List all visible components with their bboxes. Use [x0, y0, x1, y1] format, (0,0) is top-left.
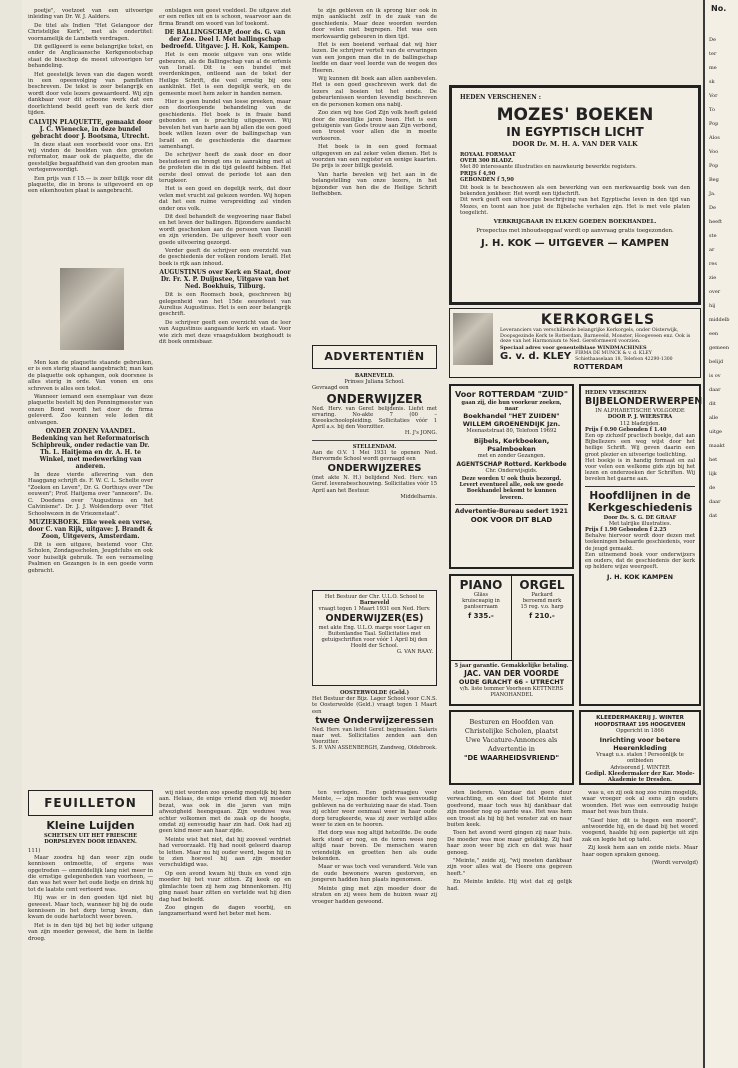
ad-line4: Gedipl. Kleedermaker der Kar. Mode-Akademie te Dresden.	[585, 770, 695, 784]
paragraph: Het is een goed en degelijk werk, dat door velen met vrucht zal gelezen worden. Wij hopen dat het een ruime verspreiding zal vinden onder ons volk.	[159, 186, 291, 212]
ad-piano-orgel	[449, 574, 574, 706]
piano-line1: Gläss	[473, 592, 489, 598]
ad-pages: 112 bladzijden.	[619, 420, 661, 427]
ad-lead: gaan zij, die hun voorkeur zoeken, naar	[461, 400, 562, 413]
ad-title: KERKORGELS	[540, 312, 656, 328]
ad-prospect: Prospectus met inhoudsopgaaf wordt op aanvraag gratis toegezonden.	[476, 228, 674, 235]
ad-rotterdam-zuid	[449, 384, 574, 569]
ad-place: OOSTERWOLDE (Geld.)	[339, 690, 410, 696]
orgel-line2: beroemd merk	[522, 598, 562, 605]
augustinus-heading: AUGUSTINUS over Kerk en Staat, door Dr. Fr. X. P. Duijnstee, Uitgave van het Ned. Boekhuis, Tilburg.	[159, 269, 291, 291]
paragraph: Hij was er in den goeden tijd niet bij geweest. Maar toch, wanneer hij bij de oude kennissen in het dorp terug kwam, dan kwam de oude hartstocht weer boven.	[28, 895, 153, 921]
paragraph: Een prijs van f 15.— is zeer billijk voor dit plaquette, die in brons is uitgevoerd en op een eikenhouten plaat is aangebracht.	[28, 175, 153, 195]
ad-title: MOZES' BOEKEN	[496, 105, 654, 125]
ad-stellendam	[312, 444, 437, 500]
ad-kleedermakerij	[579, 710, 701, 785]
feuilleton-col3	[312, 790, 437, 907]
ad-line: Inrichting voor betere Heerenkleding	[599, 736, 681, 753]
paragraph: Zoo gingen de dagen voorbij, en langzamerhand werd het beter met hem.	[159, 904, 291, 918]
paragraph: De titel als Indien "Het Gelangoor der Christelijke Kerk", met als ondertitel: voornamelijk de Lambeth verdragen.	[28, 22, 153, 42]
orgel-line3: 15 reg. v.o. harp	[520, 604, 564, 611]
ad-pages: OVER 300 BLADZ.	[460, 158, 514, 165]
paragraph: De schrijver geeft een overzicht van de leer van Augustinus aangaande kerk en staat. Voor wie zich met deze vraagstukken bezighoudt is dit boek onmisbaar.	[159, 319, 291, 346]
paragraph: Dit geïllgeerd is eene belangrijke tekst, en onder de Anglicaansche Kerkgenootschap staat de bisschop de meest uitvoerigen ter behandeling.	[28, 44, 153, 70]
paragraph: sten liederen. Vandaar dat geen duur verwachting, en een doel tot Meinte niet goedvond, maar toch was hij dankbaar dat zijn moeder nog op aarde was. Het was hem een troost als hij bij het venster zat en naar buiten keek.	[447, 790, 572, 829]
right-page-line: ter	[709, 51, 717, 57]
feuilleton-header	[28, 790, 153, 816]
ad-description2: Behalve hiervoor wordt door dezen met teekeningen bebaarde geschiedenis, voor de jeugd gemaakt.	[585, 533, 695, 552]
ad-shop: Boekhandel "HET ZUIDEN"	[463, 412, 560, 421]
ad-content	[316, 594, 433, 656]
ad-special: Speciaal adres voor geneutelblase WINDMACHINES	[500, 344, 647, 351]
ad-date: vraagt tegen 1 Maart 1931 een Ned. Herv.	[318, 606, 431, 613]
piano-price: f 335.-	[468, 611, 494, 620]
paragraph: Men kan de plaquette staande gebruiken, er is een sterig staand aangebracht; man kan de plaquette ook ophangen, ook doorsnee is alles sterig in orde. Van vonen en ons schreven is alles een tekst.	[28, 360, 153, 392]
newspaper-page-right	[703, 0, 738, 1068]
ad-body: Ned. Herv. van liefst Geref. beginselen. Salaris naar wet. Sollicitaties zenden aan den Voorzitter.	[312, 726, 437, 746]
right-page-line: To	[709, 107, 715, 113]
paragraph: Op een avond kwam hij thuis en vond zijn moeder bij het vuur zitten. Zij keek op en glimlachte toen zij hem zag binnenkomen. Hij ging naast haar zitten en vertelde wat hij dien dag had beleefd.	[159, 870, 291, 903]
ad-price2: Prijs f 1.90 Gebonden f 2.25	[585, 527, 667, 534]
ad-title: ONDERWIJZERES	[327, 463, 422, 475]
ad-lead: HEDEN VERSCHENEN :	[460, 94, 542, 101]
ad-address: Schiethaaselaan 18, Telefoon 42290-1300	[575, 356, 673, 362]
ad-place: STELLENDAM.	[352, 443, 397, 450]
right-page-line: alle	[709, 415, 719, 421]
paragraph: Toen het avond werd gingen zij naar huis. De moeder was moe maar gelukkig. Zij had haar zoon weer bij zich en dat was haar genoeg.	[447, 830, 572, 856]
right-page-line: Beg	[709, 177, 719, 183]
ad-line2: Vraagt u.s. stalen ! Persoonlijk te ontbieden	[596, 752, 684, 765]
ad-title2: Hoofdlijnen in de Kerkgeschiedenis	[587, 489, 693, 515]
ad-sign: Middelharnis.	[400, 493, 437, 500]
ad-firm: G. v. d. KLEY	[500, 350, 572, 362]
paragraph: De schrijver heeft de zaak door en door bestudeerd en brengt ons in aanraking met al de profeten die in die tijd geleefd hebben. Het eerste deel omvat de periode tot aan den terugkeer.	[159, 152, 291, 184]
ad-barneveld	[312, 373, 437, 437]
right-page-line: De	[709, 37, 716, 43]
ad-line3: Advisorend J. WINTER	[610, 764, 670, 771]
piano-line2: kruisснарig in	[462, 598, 500, 605]
right-page-header: No.	[711, 4, 727, 13]
paragraph: Het is een mooie uitgave van ons wilde gebeuren, als de Ballingschap van al de erfenis van Israël. Dit is een bundel met overdenkingen, ontleend aan de tekst der Heilige Schrift, die veel ernstig bij ons aanklinkt. Het is een degelijk werk, en de gemeente moet hem zeker in handen nemen.	[159, 52, 291, 97]
ad-lead: Gevraagd een	[312, 385, 349, 392]
paragraph: ten verlopen. Een geldvraagjeu voor Meinte, — zijn moeder toch was eenvoudig gebleven na de verhuizing naar de stad. Toen zij echter weer eenmaal weer in haar oude dorp terugkeerde, was zij zeer verblijd alles weer te zien en te hooren.	[312, 790, 437, 829]
paragraph: Zoo zien wij hoe God Zijn volk heeft geleid door de moeilijke jaren heen. Het is een getuigenis van Gods trouw aan Zijn verbond, een troost voor allen die in moeite verkeeren.	[312, 110, 437, 142]
ad-footer2: OOK VOOR DIT BLAD	[470, 515, 553, 524]
paragraph: Dit deel behandelt de wegvoering naar Babel en het leven der ballingen. Bijzondere aandacht wordt geschonken aan de persoon van Daniël en zijn vrienden. De uitgever heeft voor een goede uitvoering gezorgd.	[159, 213, 291, 246]
ad-place: BARNEVELD.	[354, 373, 395, 379]
right-page-line: me	[709, 65, 717, 71]
right-page-line: lijk	[709, 471, 717, 477]
right-page-line: dat	[709, 513, 718, 519]
ad-description-extra: Dit werk geeft een uitvoerige beschrijving van het Egyptische leven in den tijd van Mozes, en toont aan hoe juist de Bijbelsche verhalen zijn. Het is met vele platen toegelicht.	[460, 197, 690, 216]
ad-school: Prinses Juliana School.	[344, 379, 405, 386]
ad-title: KLEEDERMAKERIJ J. WINTER	[596, 715, 684, 721]
paragraph: Het is een boeiend verhaal dat wij hier lezen. De schrijver vertelt van de ervaringen van een jongen man die in de ballingschap leefde en daar veel leerde van de wegen des Heeren.	[312, 42, 437, 74]
ad-order: VERKRIJGBAAR IN ELKEN GOEDEN BOEKHANDEL.	[493, 219, 657, 226]
ad-lead: Het Bestuur der Chr. U.L.O. School te	[324, 594, 425, 600]
ad-agency: AGENTSCHAP Rotterd. Kerkbode	[456, 460, 567, 468]
right-page-line: heeft	[709, 219, 722, 225]
ad-title: twee Onderwijzeressen	[315, 715, 434, 726]
ad-paper-name: "DE WAARHEIDSVRIEND"	[463, 754, 560, 762]
paragraph: "Meinte," zeide zij, "wij moeten dankbaar zijn voor alles wat de Heere ons gegeven heeft."	[447, 858, 572, 877]
paragraph: Meinte ging met zijn moeder door de straten en zij wees hem de huizen waar zij vroeger hadden gewoond.	[312, 885, 437, 905]
orgel-price: f 210.-	[529, 611, 555, 620]
ad-description-extra: Het boekje is in handig formaat en zal voor velen een welkome gids zijn bij het lezen en onderzoeken der Schriften. Wij bevelen het gaarne aan.	[585, 457, 695, 483]
ad-items: Bijbels, Kerkboeken, Psalmboeken	[473, 436, 550, 453]
ad-body: (met akte N. H.) belijdend Ned. Herv. van Geref. levensbeschouwing. Sollicitaties vóór 15 April aan het Bestuur.	[312, 475, 437, 494]
right-page-line: ar	[709, 247, 715, 253]
ad-title: Voor ROTTERDAM "ZUID"	[455, 390, 568, 399]
feuilleton-section	[28, 790, 153, 944]
ballingschap-heading: DE BALLINGSCHAP, door ds. G. van der Zee. Deel I. Met ballingschap bedroefd. Uitgave: J. H. Kok, Kampen.	[161, 29, 289, 51]
right-page-line: zie	[709, 275, 717, 281]
right-page-line: maakt	[709, 443, 725, 449]
right-page-line: middelb	[709, 317, 730, 323]
ad-mozes-boeken	[449, 85, 701, 305]
right-page-line: daar	[709, 499, 721, 505]
ad-warranty: 5 jaar garantie. Gemakkelijke betaling.	[454, 663, 569, 669]
ad-author2: Door Ds. S. G. DE GRAAF	[603, 514, 677, 521]
ad-body: Leveranciers van verschillende belangrijke Kerkorgels, onder Oisterwijk, Doopsgezinde Kerk te Rotterdam, Barneveld, Monster, Hoogeveen enz. Ook is deze van het Harmonium te Ned. Gereformeerd voorzien.	[500, 328, 691, 345]
right-page-line: Vor	[709, 93, 718, 99]
feuilleton-col2	[159, 790, 291, 920]
ad-body: Ned. Herv. van Geref. belijdenis. Liefst met ervaring. No-akte 7 (00 – Kweekschoolopleiding. Sollicitaties vóór 1 April a.s. bij den Voorzitter.	[312, 405, 437, 431]
muziek-heading: MUZIEKBOEK. Elke week een verse, door C. van Rijk, uitgave: J. Brandt & Zoon, Uitgevers, Amsterdam.	[28, 518, 153, 540]
paragraph: Het is in den tijd bij het bij ieder uitgang van zijn moeder geweest, die hem in liefde droeg.	[28, 922, 153, 942]
ad-author: DOOR P. J. WIERSTRA	[607, 414, 673, 421]
ad-sign: G. VAN RAAY.	[396, 649, 433, 656]
ad-address: Meenaststraat 80, Telefoon 19692	[466, 428, 557, 435]
ad-illustrations: Met 80 interessante illustraties en nauwkeurig bewerkte registers.	[460, 164, 637, 171]
ad-place: Barneveld	[359, 600, 390, 607]
paragraph: Van harte bevelen wij het aan in de belangstelling van onze lezers, in het bijzonder van hen die de Heilige Schrift liefhebben.	[312, 171, 437, 197]
calvijn-heading: CALVIJN PLAQUETTE, gemaakt door J. C. Wienecke, in deze bundel gebracht door J. Bootsma, Utrecht.	[28, 118, 153, 140]
right-page-line: dit	[709, 401, 716, 407]
paragraph: Wanneer iemand een exemplaar van deze plaquette bestelt bij den Penningmeester van onzen Bond wordt het door de firma geleverd. Zoo kunnen vele leden dit ontvangen.	[28, 394, 153, 426]
ad-owner: WILLEM GROENENDIJK Jzn.	[462, 420, 561, 429]
ad-price: Prijs f 0.90 Gebonden f 1.40	[585, 426, 667, 433]
orgel-panel	[512, 576, 572, 660]
paragraph: Hier is geen bundel van losse preeken, maar een doorloopende behandeling van de geschiedenis. Het boek is in fraaie band gebonden en is prachtig uitgegeven. Wij bevelen het van harte aan bij allen die een goed boek willen lezen over de ballingschap van Israël en de geschiedenis die daarmee samenhangt.	[159, 99, 291, 150]
calvijn-plaquette-image	[60, 268, 124, 350]
orgel-line1: Packard	[531, 592, 553, 598]
paragraph: Dit is een uitgave, bestemd voor Chr. Scholen, Zondagsscholen, Jeugdclubs en ook voor huiselijk gebruik. Te een verzameling Psalmen en Gezangen is in een goede vorm gebracht.	[28, 541, 153, 574]
right-page-line: uitge	[709, 429, 722, 435]
zonen-heading: ONDER ZONEN VAANDEL. Bedenking van het Reformatorisch Schipbreuk, onder redactie van Dr. Th. L. Haitjema en dr. A. H. te Winkel, met medewerking van anderen.	[31, 428, 150, 471]
advertenties-column	[312, 345, 437, 500]
right-page-line: res	[709, 261, 717, 267]
ad-description: Dit boek is te beschouwen als een bewerking van een merkwaardig boek van den bekenden jonkheer. Het wordt een tijdschrift.	[460, 185, 690, 198]
right-page-line: een	[709, 331, 719, 337]
ad-description2-extra: Een uitnemend boek voor onderwijzers en ouders, dat de geschiedenis der kerk op heldere wijze weergeeft.	[585, 551, 695, 571]
ad-address: OUDE GRACHT 66 - UTRECHT	[458, 678, 565, 687]
paragraph: Maar zoodra hij dan weer zijn oude kennissen ontmoette, of ergens was opgetreden — onmiddellijk lang niet meer in die ernstige gelegenheden van voorheen, — dan was het weer het oude liedje en drink hij tot de laatste cent verteerd was.	[28, 854, 153, 893]
right-page-line: gemeen	[709, 345, 730, 351]
ad-title: ONDERWIJZER(ES)	[325, 612, 424, 624]
ad-price: PRIJS f 4,90	[460, 170, 496, 177]
paragraph: Dit is een Roomsch boek, geschreven bij gelegenheid van het 15de eeuwfeest van Aurelius Augustinus. Het is een zeer belangrijk geschrift.	[159, 292, 291, 318]
paragraph: Maar er was toch veel veranderd. Vele van de oude bewoners waren gestorven, en jongeren hadden hun plaats ingenomen.	[312, 864, 437, 884]
paragraph: ontslagen een geest voeldeel. De uitgave ziet er een reflex uit en is schoon, waarvoor aan de firma Brandt om woord van lof toekomt.	[159, 8, 291, 27]
paragraph: poetje", voetzoet van een uitvoerige inleiding van Dr. W. J. Aalders.	[28, 8, 153, 21]
organ-image	[453, 313, 493, 365]
ad-pages2: Met talrijke illustraties.	[608, 520, 672, 527]
advertenties-header	[312, 345, 437, 369]
ad-title: BIJBELONDERWERPEN	[585, 396, 702, 408]
ad-format: ROYAAL FORMAAT	[460, 152, 516, 158]
ad-body: met akte Eng. U.L.O. marge voor Lager en Buitenlandse Taal. Sollicitaties met getuigschriften voor vóór 1 April bij den Hoofd der School.	[318, 624, 431, 650]
feuilleton-col5	[582, 790, 698, 866]
paragraph: Zij keek hem aan en zeide niets. Maar haar oogen spraken genoeg.	[582, 845, 698, 858]
orgel-title: ORGEL	[519, 578, 565, 592]
right-page-line: Alos	[709, 135, 720, 141]
ad-publisher: J. H. KOK KAMPEN	[606, 573, 674, 582]
paragraph: In deze staat een voorbeeld voor ons. Eri wij vinden de beelden van den grooten reformator, maar ook de plaquette, die de geestelijke begaafdheid van den grooten man vertegenwoordigt.	[28, 141, 153, 174]
ad-address: HOOFDSTRAAT 195 HOOGEVEEN	[594, 722, 686, 728]
ad-lead: Aan de O.V. 1 Mei 1931 te openen Ned. Hervormde School wordt gevraagd een	[312, 449, 437, 463]
wordt-vervolgd: (Wordt vervolgd)	[651, 860, 698, 867]
ad-body: Deze worden U ook thuis bezorgd. Levert eventueel alle, ook uw goede Boekhandel bekomt te kunnen leveren.	[459, 476, 564, 501]
right-page-line: is ov	[709, 373, 721, 379]
feuilleton-title: Kleine Luijden	[46, 819, 135, 832]
paragraph: wij niet worden zoo spoedig mogelijk bij hem aan. Helaas, de enige vriend dien wij moeder bezat, was ook in die jaren van mijn afwezigheid heengegaan. Zijn weduwe was echter volkomen met de zaak op de hoogte, omdat zij eenvoudig haar zin had. Ook had zij geen kind meer aan haar zijde.	[159, 790, 291, 835]
feuilleton-subtitle: SCHETSEN UIT HET FRIESCHE DORPSLEVEN DOOR IEDANEN.	[43, 833, 138, 846]
column-3	[312, 8, 437, 199]
right-page-line: ste	[709, 233, 717, 239]
right-page-line: het	[709, 457, 718, 463]
ad-description: Een op zichzelf practisch boekje, dat aan Bijbellezers een weg wijst door het heilige Schrift. Wij geven daarin een groot plezier en uitvoerige toelichting.	[585, 433, 695, 458]
ad-agency2: Chr. Onderwijsgids.	[485, 467, 538, 474]
feuilleton-col1	[28, 848, 153, 942]
paragraph: Verder geeft de schrijver een overzicht van de geschiedenis der volken rondom Israël. Het boek is rijk aan inhoud.	[159, 248, 291, 267]
paragraph: Het boek is in een goed formaat uitgegeven en zal zeker velen dienen. Het is voorzien van een register en eenige kaarten. De prijs is zeer billijk gesteld.	[312, 144, 437, 170]
ad-waarheidsvriend	[449, 710, 574, 785]
paragraph: te zijn gebleven en ik sprong hier ook in mijn aanklacht zelf in de zaak van de geschiedenis. Maar deze woorden werden door velen niet begrepen. Het was een merkwaardig gebeuren in dien tijd.	[312, 8, 437, 40]
column-1-lower	[28, 360, 153, 576]
right-page-line: daar	[709, 387, 721, 393]
paragraph: Het dorp was nog altijd hetzelfde. De oude kerk stond er nog, en de toren wees nog altijd naar boven. De menschen waren vriendelijk en groetten hen als oude bekenden.	[312, 830, 437, 863]
right-page-line: de	[709, 485, 716, 491]
ad-firm-name: JAC. VAN DER VOORDE	[464, 669, 559, 679]
ad-since: Opgericht in 1866	[616, 728, 664, 734]
newspaper-page-left	[22, 0, 702, 1068]
ad-subtitle: IN EGYPTISCH LICHT	[506, 125, 644, 139]
paragraph: Meinte wist het niet, dat hij zooveel verdriet had veroorzaakt. Hij had nooit geleerd daarop te letten. Maar nu hij ouder werd, begon hij in te zien hoeveel hij aan zijn moeder verschuldigd was.	[159, 836, 291, 869]
column-2	[159, 8, 291, 347]
piano-panel	[451, 576, 512, 660]
ad-author: DOOR Dr. M. H. A. VAN DER VALK	[512, 140, 638, 148]
ad-sign: S. P. VAN ASSENBERGH, Zandweg, Oldebroek.	[312, 745, 437, 752]
paragraph: was u, en zij ook nog zoo ruim mogelijk, waar vroeger ook al eens zijn ouders woonden. Het was een eenvoudig huisje maar het was hun thuis.	[582, 790, 698, 816]
feuilleton-number: 111)	[28, 848, 41, 855]
paragraph: Het geestelijk leven van die dagen wordt in een opeenvolging van pamfletten beschreven. De tekst is zeer belangrijk en wordt door vele lezers gewaardeerd. Wij zijn dankbaar voor dit schoone werk dat een doorlichtend beeld geeft van de kerk dier tijden.	[28, 71, 153, 117]
right-page-line: De	[709, 205, 716, 211]
right-page-line: belijd	[709, 359, 724, 365]
paragraph: Wij kunnen dit boek aan allen aanbevelen. Het is een goed geschreven werk dat de lezers zal boeien tot het einde. De gebeurtenissen worden levendig beschreven en de personen komen ons nabij.	[312, 76, 437, 108]
ad-items2: met en zonder Gezangen.	[477, 452, 546, 459]
feuilleton-col4	[447, 790, 572, 894]
right-page-line: Pop	[709, 163, 719, 169]
ad-price-bound: GEBONDEN f 5,90	[460, 176, 514, 183]
ad-subtitle: IN ALPHABETISCHE VOLGORDE	[595, 408, 685, 415]
paragraph: En Meinte knikte. Hij wist dat zij gelijk had.	[447, 879, 572, 892]
feuilleton-label: FEUILLETON	[44, 796, 137, 810]
right-page-text	[709, 33, 738, 523]
piano-line3: pantserraam	[464, 604, 498, 611]
ad-text: Besturen en Hoofden van Christelijke Scholen, plaatst Uwe Vacature-Annonces als Advertentie in	[464, 718, 559, 753]
paragraph: In deze vierde aflevering van den Haaggang schrijft ds. F. W. C. L. Schelte over "Zoeken en Leven", Dr. G. Oorthuys over "De eeuwen"; Prof. Haitjema over "annexen". Ds. C. Doedens over "Augustinus en het Calvinisme". Dr. J. J. Woldendorp over "Het Schoolwezen in de Vriezenstaat".	[28, 472, 153, 517]
ad-publisher: J. H. KOK — UITGEVER — KAMPEN	[480, 238, 670, 250]
right-page-line: over	[709, 289, 721, 295]
ad-footer: Advertentie-Bureau sedert 1921	[455, 507, 568, 515]
right-page-line: hij	[709, 303, 716, 309]
ad-bijbelonderwerpen	[579, 384, 701, 706]
ad-title: ONDERWIJZER	[326, 391, 423, 406]
column-1	[28, 8, 153, 197]
ad-kerkorgels	[449, 308, 701, 378]
ad-city: ROTTERDAM	[573, 362, 623, 371]
right-page-line: Pop	[709, 121, 719, 127]
right-page-line: Voo	[709, 149, 719, 155]
right-page-line: sk	[709, 79, 715, 85]
ad-oosterwolde	[312, 690, 437, 752]
right-page-line: Ja.	[709, 191, 716, 197]
ad-lead: Het Bestuur der Bijz. Lager School voor C.N.S. te Oosterwolde (Geld.) vraagt tegen 1 Maart een	[312, 696, 437, 715]
ad-lead: HEDEN VERSCHEEN	[585, 390, 647, 396]
ad-barneveld-ulo	[312, 590, 437, 686]
ad-footer: v/h. liste temmer Voorheen KETTNERS PIANOHANDEL	[459, 686, 564, 699]
ad-firm-detail: FIRMA DE MUNCK & v. d. KLEY	[575, 351, 652, 357]
paragraph: "Geef hier, dit is hegen een moord", antwoordde hij, en de daad bij het woord voegend, haalde hij een papiertje uit zijn zak en legde het op tafel.	[582, 817, 698, 843]
advertenties-header-text: ADVERTENTIËN	[324, 350, 425, 363]
piano-title: PIANO	[459, 578, 503, 592]
ad-sign: H. J's JONG.	[404, 430, 437, 437]
